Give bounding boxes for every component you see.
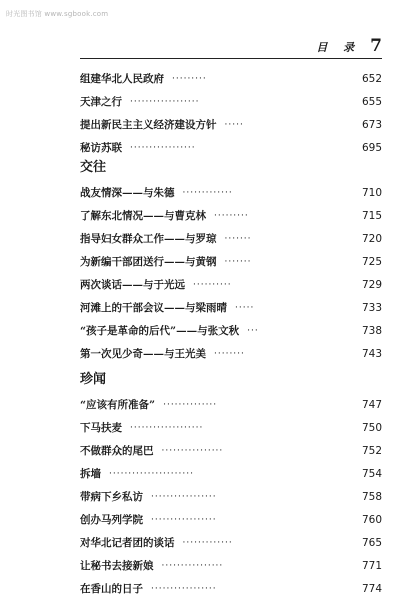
toc-entry-page: 758 xyxy=(361,490,382,503)
toc-leader-dots: ·············· xyxy=(163,399,218,410)
toc-entry-page: 652 xyxy=(361,72,382,85)
toc-leader-dots: ················· xyxy=(151,583,217,594)
toc-leader-dots: ·················· xyxy=(130,96,200,107)
toc-entry-page: 750 xyxy=(361,421,382,434)
toc-entry-title: 战友情深——与朱德 xyxy=(80,187,175,199)
toc-leader-dots: ·········· xyxy=(193,279,232,290)
toc-entry-title: 下马扶麦 xyxy=(80,422,122,434)
watermark-text: 时光图书馆 www.sgbook.com xyxy=(6,10,109,18)
toc-section-jiaowang xyxy=(80,157,382,365)
toc-leader-dots: ················· xyxy=(151,491,217,502)
toc-entry-page: 655 xyxy=(361,95,382,108)
toc-leader-dots: ················· xyxy=(130,142,196,153)
toc-entry-page: 760 xyxy=(361,513,382,526)
page-number: 7 xyxy=(370,36,382,56)
header-rule xyxy=(80,58,382,59)
toc-entry-title: 第一次见少奇——与王光美 xyxy=(80,348,206,360)
toc-entry[interactable] xyxy=(80,577,382,600)
toc-entry-title: 指导妇女群众工作——与罗琼 xyxy=(80,233,217,245)
toc-leader-dots: ······· xyxy=(224,256,252,267)
toc-entry-page: 725 xyxy=(361,255,382,268)
toc-entry[interactable] xyxy=(80,181,382,204)
toc-entry-title: 创办马列学院 xyxy=(80,514,143,526)
toc-entry-page: 720 xyxy=(361,232,382,245)
toc-entry[interactable] xyxy=(80,531,382,554)
toc-entry[interactable] xyxy=(80,227,382,250)
toc-entry-title: “孩子是革命的后代”——与张文秋 xyxy=(80,325,240,337)
toc-leader-dots: ················ xyxy=(161,445,224,456)
toc-entry-page: 710 xyxy=(361,186,382,199)
toc-entry[interactable] xyxy=(80,113,382,136)
toc-entry-page: 715 xyxy=(361,209,382,222)
toc-entry-title: “应该有所准备” xyxy=(80,399,156,411)
toc-leader-dots: ··· xyxy=(247,325,259,336)
toc-leader-dots: ······· xyxy=(224,233,252,244)
toc-entry[interactable] xyxy=(80,508,382,531)
toc-section-continued xyxy=(80,67,382,159)
toc-entry-page: 733 xyxy=(361,301,382,314)
toc-entry-page: 754 xyxy=(361,467,382,480)
toc-entry-title: 带病下乡私访 xyxy=(80,491,143,503)
toc-entry[interactable] xyxy=(80,204,382,227)
toc-entry-page: 752 xyxy=(361,444,382,457)
toc-entry-page: 743 xyxy=(361,347,382,360)
toc-leader-dots: ··················· xyxy=(130,422,204,433)
toc-entry-page: 747 xyxy=(361,398,382,411)
toc-section-zhenwen xyxy=(80,369,382,600)
toc-entry-title: 让秘书去接新娘 xyxy=(80,560,154,572)
toc-entry-title: 拆墙 xyxy=(80,468,101,480)
toc-entry[interactable] xyxy=(80,439,382,462)
running-head xyxy=(316,36,382,56)
toc-entry-page: 774 xyxy=(361,582,382,595)
toc-entry[interactable] xyxy=(80,250,382,273)
toc-entry-title: 为新编干部团送行——与黄钢 xyxy=(80,256,217,268)
toc-entry-page: 673 xyxy=(361,118,382,131)
toc-entry-title: 组建华北人民政府 xyxy=(80,73,164,85)
toc-entry[interactable] xyxy=(80,416,382,439)
toc-leader-dots: ····· xyxy=(235,302,255,313)
toc-entry-page: 695 xyxy=(361,141,382,154)
toc-leader-dots: ····· xyxy=(224,119,244,130)
toc-leader-dots: ······················ xyxy=(109,468,194,479)
toc-entry-page: 765 xyxy=(361,536,382,549)
toc-entry-title: 了解东北情况——与曹克林 xyxy=(80,210,206,222)
toc-entry-title: 河滩上的干部会议——与梁雨晴 xyxy=(80,302,227,314)
section-title: 交往 xyxy=(80,160,107,175)
toc-entry[interactable] xyxy=(80,485,382,508)
toc-entry[interactable] xyxy=(80,136,382,159)
toc-entry[interactable] xyxy=(80,462,382,485)
toc-entry[interactable] xyxy=(80,273,382,296)
toc-entry-title: 不做群众的尾巴 xyxy=(80,445,154,457)
toc-leader-dots: ············· xyxy=(182,537,233,548)
toc-entry-title: 在香山的日子 xyxy=(80,583,143,595)
running-head-label: 目 录 xyxy=(316,41,361,54)
toc-entry[interactable] xyxy=(80,90,382,113)
toc-entry-title: 秘访苏联 xyxy=(80,142,122,154)
toc-entry[interactable] xyxy=(80,554,382,577)
toc-entry-page: 729 xyxy=(361,278,382,291)
toc-leader-dots: ········ xyxy=(214,348,245,359)
toc-entry[interactable] xyxy=(80,319,382,342)
toc-entry-title: 提出新民主主义经济建设方针 xyxy=(80,119,217,131)
toc-entry[interactable] xyxy=(80,296,382,319)
toc-entry-title: 天津之行 xyxy=(80,96,122,108)
toc-entry[interactable] xyxy=(80,67,382,90)
toc-entry[interactable] xyxy=(80,342,382,365)
toc-entry-title: 对华北记者团的谈话 xyxy=(80,537,175,549)
toc-entry-page: 771 xyxy=(361,559,382,572)
section-title: 珍闻 xyxy=(80,372,107,387)
toc-leader-dots: ············· xyxy=(182,187,233,198)
toc-leader-dots: ················ xyxy=(161,560,224,571)
toc-entry[interactable] xyxy=(80,393,382,416)
toc-entry-page: 738 xyxy=(361,324,382,337)
toc-entry-title: 两次谈话——与于光远 xyxy=(80,279,185,291)
toc-leader-dots: ········· xyxy=(172,73,207,84)
toc-leader-dots: ················· xyxy=(151,514,217,525)
toc-leader-dots: ········· xyxy=(214,210,249,221)
